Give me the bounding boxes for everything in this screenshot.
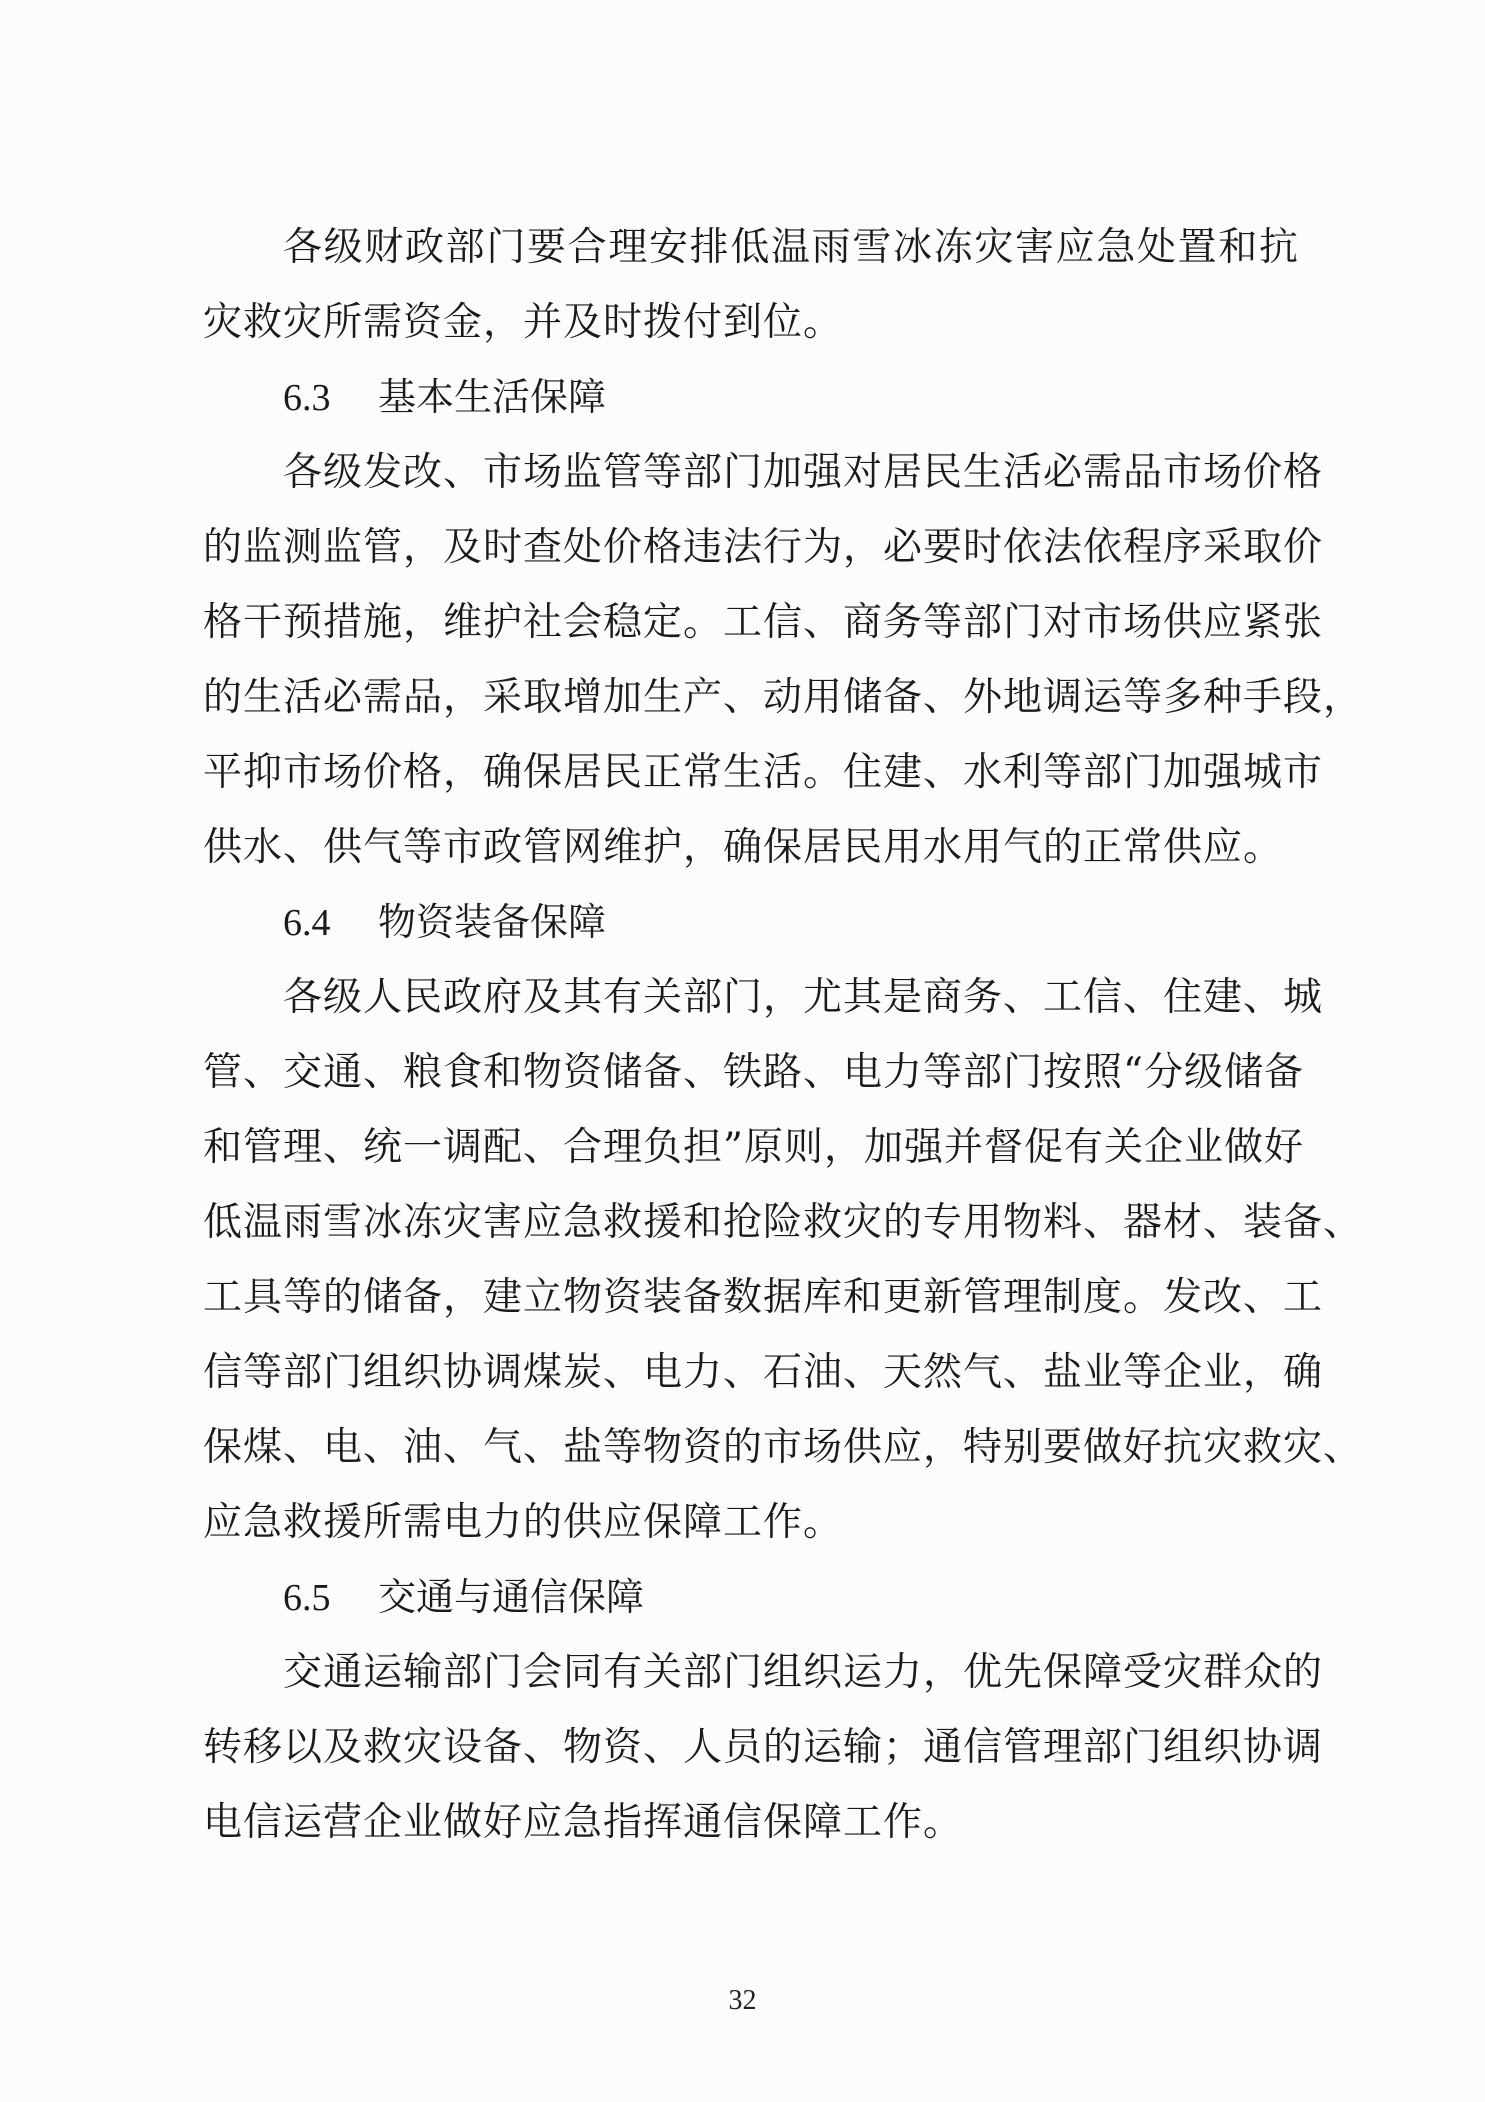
section-title: 物资装备保障	[378, 900, 607, 944]
section-title: 基本生活保障	[378, 375, 607, 419]
section-heading	[203, 360, 1299, 435]
document-body	[203, 210, 1364, 1860]
paragraph-line: 供水、供气等市政管网维护，确保居民用水用气的正常供应。	[203, 825, 1284, 870]
section-title: 交通与通信保障	[378, 1575, 645, 1619]
paragraph-line: 低温雨雪冰冻灾害应急救援和抢险救灾的专用物料、器材、装备、	[203, 1200, 1364, 1245]
paragraph-line: 各级财政部门要合理安排低温雨雪冰冻灾害应急处置和抗	[283, 225, 1299, 270]
paragraph-line: 交通运输部门会同有关部门组织运力，优先保障受灾群众的	[283, 1650, 1324, 1695]
paragraph-line: 信等部门组织协调煤炭、电力、石油、天然气、盐业等企业，确	[203, 1350, 1324, 1395]
paragraph-line: 工具等的储备，建立物资装备数据库和更新管理制度。发改、工	[203, 1275, 1324, 1320]
section-number: 6.3	[283, 377, 331, 419]
paragraph-line: 应急救援所需电力的供应保障工作。	[203, 1500, 844, 1545]
paragraph	[203, 1635, 1324, 1860]
paragraph-line: 格干预措施，维护社会稳定。工信、商务等部门对市场供应紧张	[203, 600, 1324, 645]
paragraph-line: 的监测监管，及时查处价格违法行为，必要时依法依程序采取价	[203, 525, 1324, 570]
paragraph-line: 电信运营企业做好应急指挥通信保障工作。	[203, 1800, 964, 1845]
section-number: 6.5	[283, 1577, 331, 1619]
section-heading	[203, 1560, 1299, 1635]
paragraph	[203, 210, 1299, 360]
paragraph-line: 管、交通、粮食和物资储备、铁路、电力等部门按照“分级储备	[203, 1050, 1304, 1095]
paragraph-line: 各级人民政府及其有关部门，尤其是商务、工信、住建、城	[283, 975, 1324, 1020]
paragraph-line: 和管理、统一调配、合理负担”原则，加强并督促有关企业做好	[203, 1125, 1304, 1170]
paragraph-line: 灾救灾所需资金，并及时拨付到位。	[203, 300, 844, 345]
section-number: 6.4	[283, 902, 331, 944]
section-heading	[203, 885, 1299, 960]
paragraph-line: 的生活必需品，采取增加生产、动用储备、外地调运等多种手段，	[203, 675, 1364, 720]
page-number: 32	[728, 1985, 757, 2016]
paragraph-line: 转移以及救灾设备、物资、人员的运输；通信管理部门组织协调	[203, 1725, 1324, 1770]
paragraph-line: 各级发改、市场监管等部门加强对居民生活必需品市场价格	[283, 450, 1324, 495]
paragraph	[203, 960, 1364, 1560]
paragraph-line: 保煤、电、油、气、盐等物资的市场供应，特别要做好抗灾救灾、	[203, 1425, 1364, 1470]
paragraph-line: 平抑市场价格，确保居民正常生活。住建、水利等部门加强城市	[203, 750, 1324, 795]
paragraph	[203, 435, 1364, 885]
